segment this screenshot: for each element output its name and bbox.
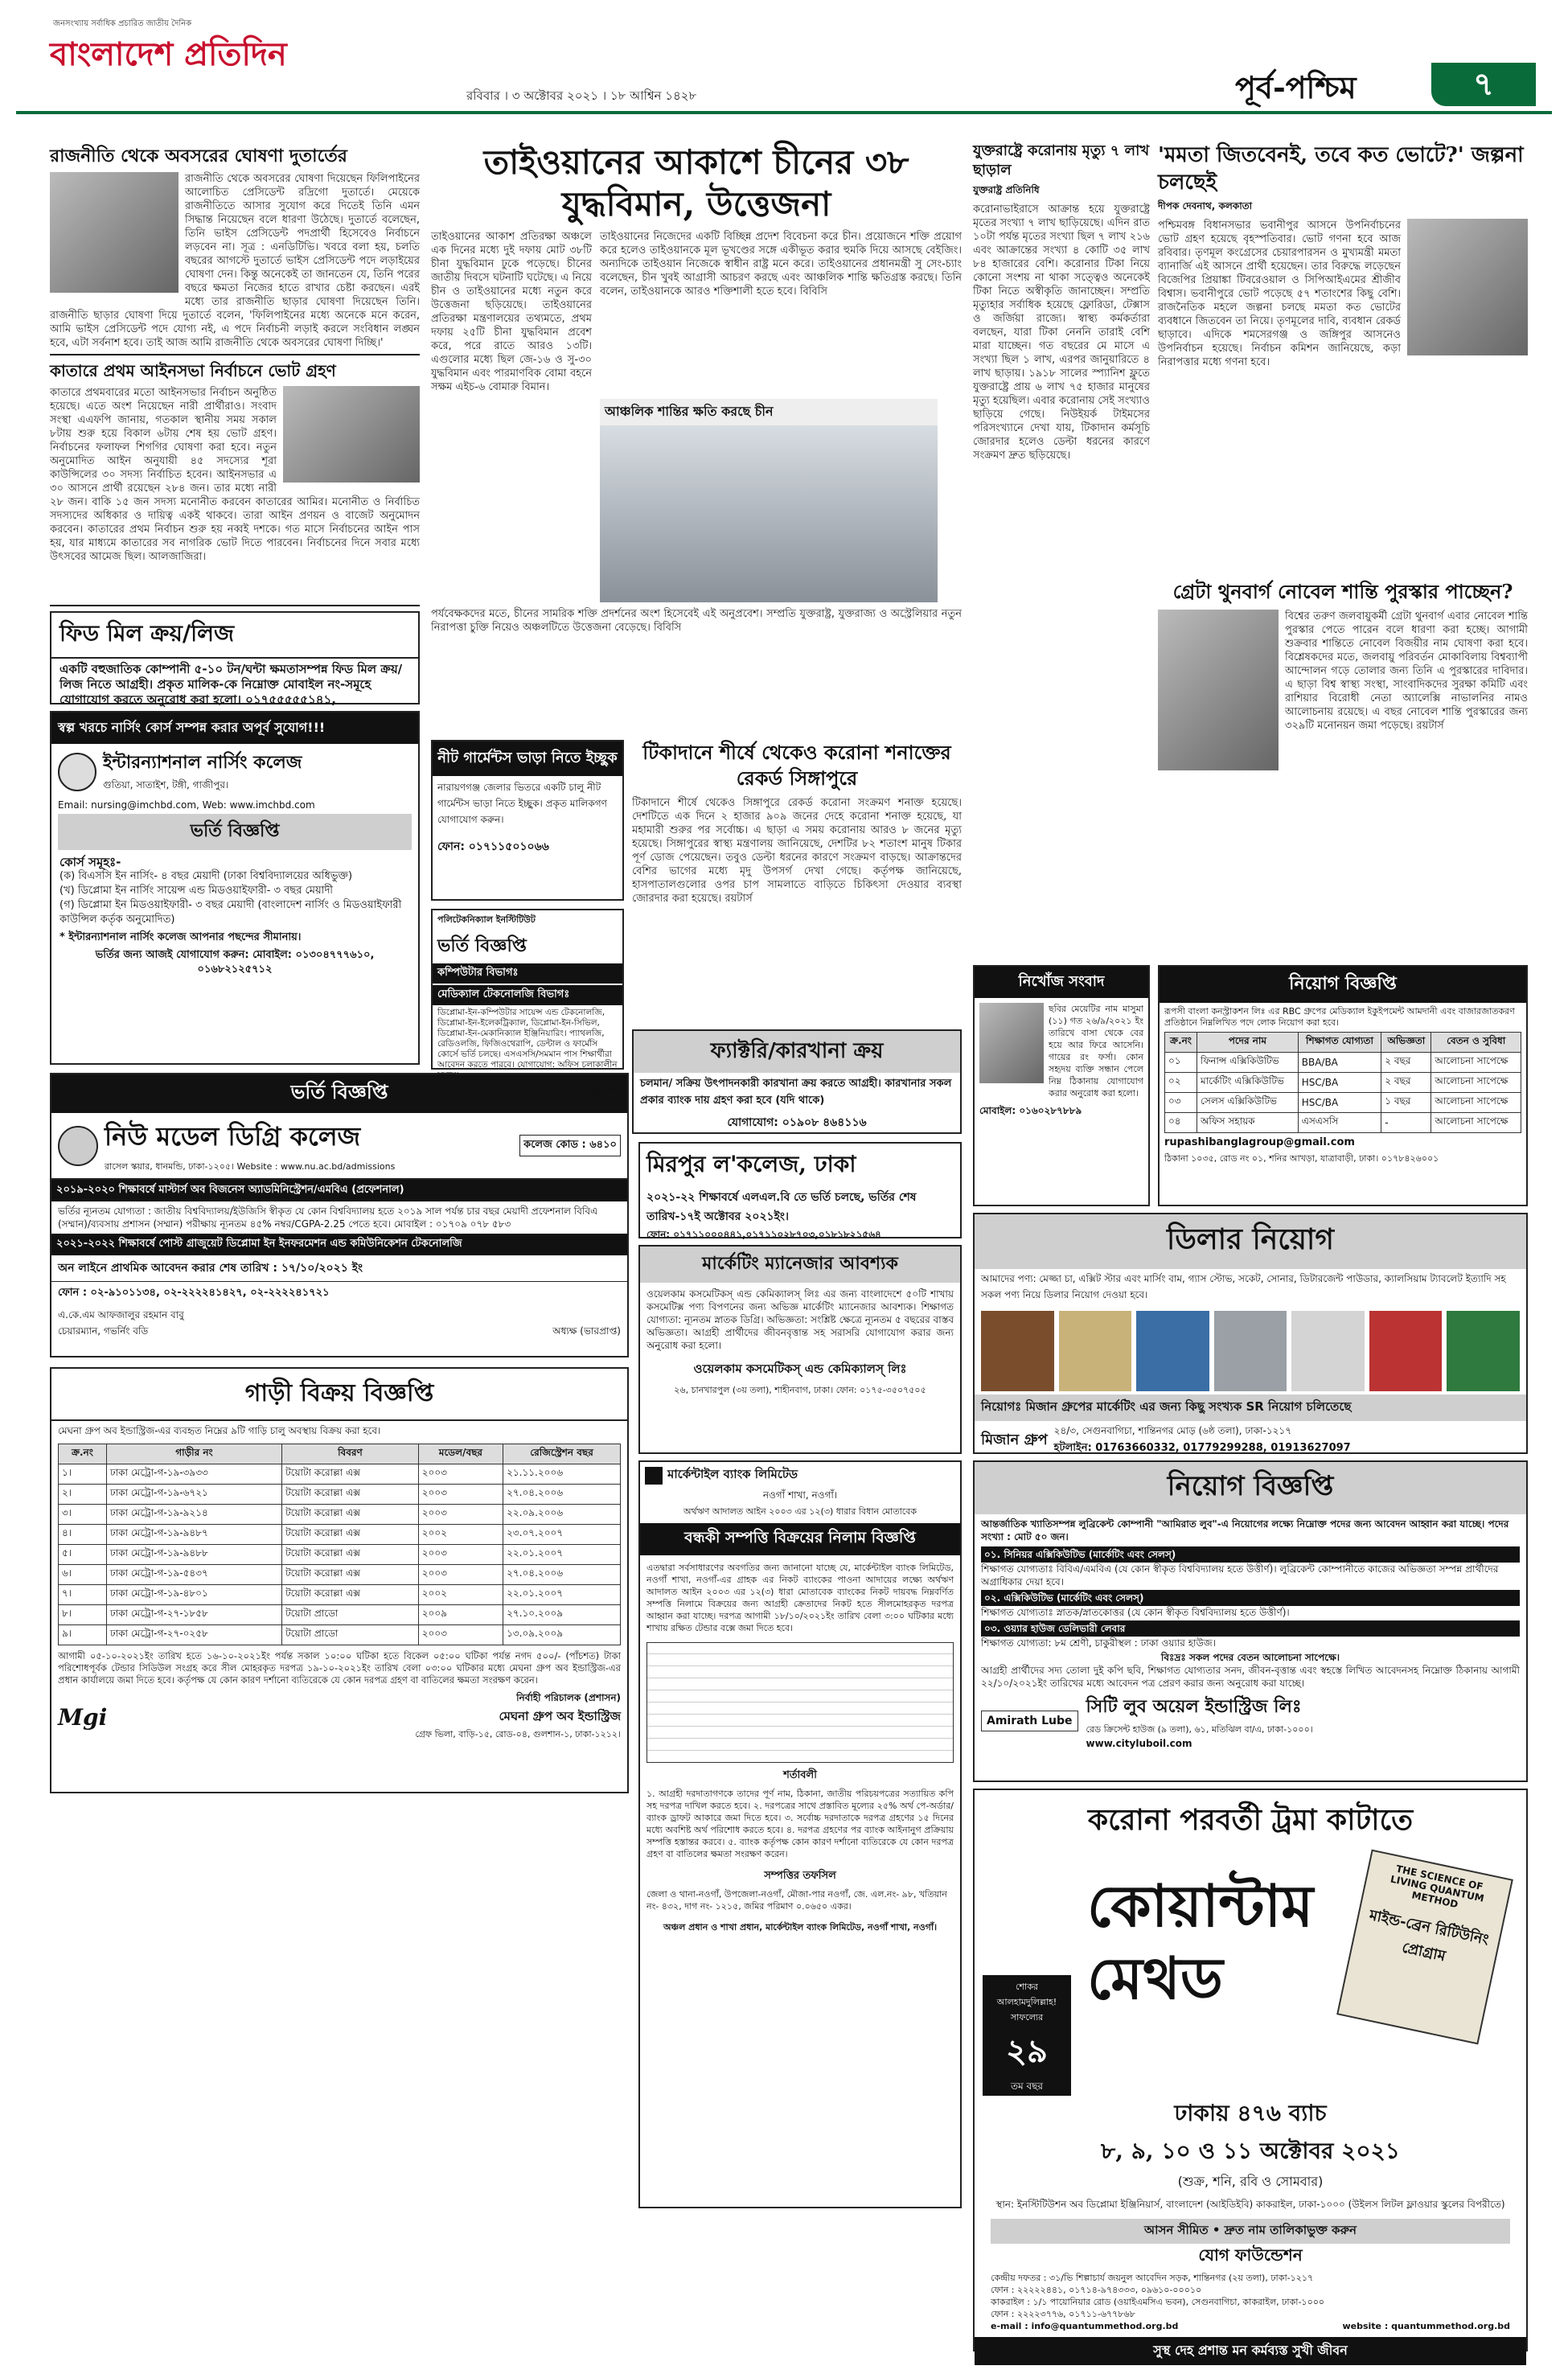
table-cell: ২২.০১.২০০৭ (503, 1585, 621, 1605)
ad-law: অর্থঋণ আদালত আইন ২০০৩ এর ১২(৩) ধারার বিধান মোতাবেক (683, 1506, 917, 1517)
ad-rupashi-recruitment (1158, 965, 1528, 1206)
company-name: সিটি লুব অয়েল ইন্ডাস্ট্রিজ লিঃ (1086, 1697, 1302, 1717)
table-cell: ফিনান্স এক্সিকিউটিভ (1197, 1053, 1299, 1073)
table-row (59, 1485, 621, 1505)
table-row (1165, 1053, 1521, 1073)
article-body: পর্যবেক্ষকদের মতে, চীনের সামরিক শক্তি প্রদর্শনের অংশ হিসেবেই এই অনুপ্রবেশ। সম্প্রতি যুক্তরাষ্ট্র, যুক্তরাজ্য ও অস্ট্রেলিয়ার নতুন নিরাপত্তা চুক্তি নিয়েও অঞ্চলটিতে উত্তেজনা বেড়েছে। বিবিসি (431, 608, 962, 634)
table-header: ক্র.নং (1165, 1033, 1197, 1053)
job-requirements: শিক্ষাগত যোগ্যতাঃ স্নাতক/স্নাতকোত্তর (যে কোন স্বীকৃত বিশ্ববিদ্যালয় হতে উত্তীর্ণ)। (981, 1607, 1290, 1618)
table-cell: ২ বছর (1381, 1073, 1431, 1093)
ad-body: একটি বহুজাতিক কোম্পানী ৫-১০ টন/ঘন্টা ক্ষমতাসম্পন্ন ফিড মিল ক্রয়/লিজ নিতে আগ্রহী। প্রকৃত মালিক-কে নিম্নোক্ত মোবাইল নং-সমূহে যোগাযোগ করতে অনুরোধ করা হলো। ০১৭৫৫৫৫৫১৪১, (60, 662, 403, 707)
table-cell: ৩। (59, 1505, 107, 1525)
article-headline[interactable]: যুক্তরাষ্ট্রে করোনায় মৃত্যু ৭ লাখ ছাড়াল (973, 142, 1150, 179)
batch-info: ঢাকায় ৪৭৬ ব্যাচ (1174, 2100, 1327, 2126)
office-phone: ফোন : ২২২২৩৭৭৬, ০১৭১১-৬৭৭৮৬৮ (991, 2309, 1135, 2319)
anniversary-badge (983, 1975, 1071, 2096)
table-cell: ২০০২ (418, 1585, 503, 1605)
article-body: করোনাভাইরাসে আক্রান্ত হয়ে যুক্তরাষ্ট্রে মৃতের সংখ্যা ৭ লাখ ছাড়িয়েছে। এদিন রাত ১০টা পর্যন্ত মৃতের সংখ্যা ছিল ৭ লাখ ২১৬ এবং আক্রান্তের সংখ্যা ৪ কোটি ৩৫ লাখ ৮৪ হাজারের বেশি। করোনার টিকা নিয়ে কোনো সংশয় না থাকা সত্ত্বেও অনেকেই টিকা নিতে অস্বীকৃতি জানাচ্ছেন। সম্প্রতি মৃত্যুহার সর্বাধিক হয়েছে ফ্লোরিডা, টেক্সাস ও জর্জিয়া রাজ্যে। স্বাস্থ্য কর্মকর্তারা বলছেন, যারা টিকা নেননি তারাই বেশি মারা যাচ্ছেন। গত বছরের মে মাসে এ সংখ্যা ছিল ১ লাখ, এরপর জানুয়ারিতে ৪ লাখ ছাড়ায়। ১৯১৮ সালের স্প্যানিশ ফ্লুতে যুক্তরাষ্ট্রে প্রায় ৬ লাখ ৭৫ হাজার মানুষের মৃত্যু হয়েছিল। এবার করোনায় সেই সংখ্যাও ছাড়িয়ে গেছে। নিউইয়র্ক টাইমসের পরিসংখ্যানে দেখা যায়, টিকাদান কর্মসূচি জোরদার হলেও ডেল্টা ধরনের কারণে সংক্রমণ দ্রুত ছড়িয়েছে। (973, 203, 1150, 462)
ad-banner: স্বল্প খরচে নার্সিং কোর্স সম্পন্ন করার অপূর্ব সুযোগ!!! (51, 713, 418, 744)
company-address: ঠিকানা ১০৩৫, রোড নং ০১, শনির আখড়া, যাত্রাবাড়ী, ঢাকা। ০১৭৮৪২৬০০১ (1164, 1153, 1439, 1164)
table-cell: ২২.০১.২০০৭ (503, 1545, 621, 1565)
article-body: তাইওয়ানের আকাশ প্রতিরক্ষা অঞ্চলে এক দিনের মধ্যে দুই দফায় মোট ৩৮টি চীনা যুদ্ধবিমান ঢুকে পড়েছে। চীনের জাতীয় দিবসে ঘটনাটি ঘটেছে। এ নিয়ে চীন ও তাইওয়ানের মধ্যে নতুন করে উত্তেজনা ছড়িয়েছে। তাইওয়ানের প্রতিরক্ষা মন্ত্রণালয়ের তথ্যমতে, প্রথম দফায় ২৫টি চীনা যুদ্ধবিমান প্রবেশ করে, পরে রাতে আরও ১৩টি। এগুলোর মধ্যে ছিল জে-১৬ ও সু-৩০ যুদ্ধবিমান এবং পারমাণবিক বোমা বহনে সক্ষম এইচ-৬ বোমারু বিমান। (431, 231, 592, 393)
table-cell: আলোচনা সাপেক্ষে (1431, 1073, 1521, 1093)
terms-title: শর্তাবলী (783, 1769, 817, 1781)
college-address: রাসেল স্কয়ার, ধানমন্ডি, ঢাকা-১২০৫। Website : www.nu.ac.bd/admissions (105, 1161, 396, 1172)
table-header: গাড়ীর নং (106, 1444, 281, 1464)
mamata-photo (1407, 219, 1528, 355)
program-label: মাইন্ড-ব্রেন রিটিউনিং প্রোগ্রাম (1367, 1907, 1491, 1965)
table-header: বিবরণ (282, 1444, 419, 1464)
article-usa-corona (973, 142, 1150, 946)
badge-number: ২৯ (1006, 2033, 1048, 2070)
ad-factory-purchase (632, 1029, 962, 1134)
property-table-placeholder (646, 1642, 954, 1763)
table-cell: ঢাকা মেট্রো-গ-১৯-৯৪৮৮ (106, 1545, 281, 1565)
ad-mirpur-law-college (638, 1142, 962, 1238)
table-cell: ২৭.০৪.২০০৬ (503, 1565, 621, 1585)
book-cover-image (1336, 1850, 1513, 2045)
ad-body: ছবির মেয়েটির নাম মাসুমা (১১) গত ২৬/৯/২০২১ ইং তারিখে বাসা থেকে বের হয়ে আর ফিরে আসেনি। গায়ের রং ফর্সা। কোন সহৃদয় ব্যক্তি সন্ধান পেলে নিম্ন ঠিকানায় যোগাযোগ করার অনুরোধ করা হলো। (1049, 1004, 1143, 1099)
table-cell: ০৩ (1165, 1093, 1197, 1113)
company-hotline: হটলাইন: 01763660332, 01779299288, 01913627097 (1053, 1442, 1351, 1454)
ad-dealer-recruitment (973, 1213, 1528, 1454)
job-table (1164, 1032, 1521, 1133)
signatory-title: নির্বাহী পরিচালক (প্রশাসন) (516, 1692, 621, 1703)
table-header: পদের নাম (1197, 1033, 1299, 1053)
session-strip: ২০২১-২০২২ শিক্ষাবর্ষে পোস্ট গ্রাজুয়েট ডিপ্লোমা ইন ইনফরমেশন এন্ড কমিউনিকেশন টেকনোলজি (51, 1234, 627, 1255)
ad-title: ডিলার নিয়োগ (975, 1214, 1526, 1269)
college-address: গুতিয়া, সাতাইশ, টঙ্গী, গাজীপুর। (103, 779, 229, 791)
ad-terms: আগামী ০৫-১০-২০২১ইং তারিখ হতে ১৬-১০-২০২১ইং পর্যন্ত সকাল ১০:০০ ঘটিকা হতে বিকেল ০৫:০০ ঘটিকা পর্যন্ত নগদ ৫০০/- (পাঁচশত) টাকা পরিশোধপূর্বক টেন্ডার সিডিউল সংগ্রহ করে সীল মোহরকৃত দরপত্র ১৯-১০-২০২১ইং তারিখ বেলা ০৩:০০ ঘটিকার মধ্যে মেঘনা গ্রুপ অব ইন্ডাস্ট্রিজ-এর প্রধান কার্যালয়ে জমা দিতে হবে। কর্তৃপক্ষ যে কোন কারণ দর্শানো ব্যতিরেকে যে কোন দরপত্র গ্রহণ বা বাতিলের ক্ষমতা সংরক্ষণ করেন। (58, 1650, 621, 1686)
office-address: কেন্দ্রীয় দফতর : ৩১/ভি শিল্পাচার্য জয়নুল আবেদিন সড়ক, শান্তিনগর (২য় তলা), ঢাকা-১২১৭ (991, 2273, 1314, 2283)
table-cell: টয়োটা করোল্লা এক্স (282, 1565, 419, 1585)
ad-city-lube-recruitment (973, 1460, 1528, 1782)
college-logo-icon (58, 753, 96, 791)
table-cell: টয়োটা করোল্লা এক্স (282, 1545, 419, 1565)
program-dates: ৮, ৯, ১০ ও ১১ অক্টোবর ২০২১ (1101, 2138, 1400, 2164)
qatar-photo (283, 386, 420, 483)
page-number: ৭ (1472, 66, 1494, 103)
article-greta (1158, 579, 1528, 957)
table-row (59, 1605, 621, 1625)
table-row (59, 1505, 621, 1525)
bank-name: মার্কেন্টাইল ব্যাংক লিমিটেড (667, 1467, 798, 1481)
brand-title: মেথড (1087, 1944, 1223, 2012)
table-row (1165, 1073, 1521, 1093)
ad-title: ফিড মিল ক্রয়/লিজ (51, 613, 418, 659)
greta-photo (1158, 610, 1279, 770)
ad-body: ডিপ্লোমা-ইন-কম্পিউটার সায়েন্স এন্ড টেকনোলজি, ডিপ্লোমা-ইন-ইলেকট্রিক্যাল, ডিপ্লোমা-ইন-সিভিল, ডিপ্লোমা-ইন-মেকানিক্যাল ইঞ্জিনিয়ারিং। প্যাথলজি, রেডিওলজি, ফিজিওথেরাপি, ডেন্টাল ও ফার্মেসি কোর্সে ভর্তি চলছে। এসএসসি/সমমান পাস শিক্ষার্থীরা আবেদন করতে পারবে। যোগাযোগ: অফিস চলাকালীন সময়ে। (437, 1008, 618, 1080)
signatory-title: পরিচালক (584, 1085, 618, 1095)
table-header: অভিজ্ঞতা (1381, 1033, 1431, 1053)
courses-title: কোর্স সমূহঃ- (60, 855, 121, 869)
table-header: রেজিস্ট্রেশন বছর (503, 1444, 621, 1464)
job-post: ০২. এক্সিকিউটিভ (মার্কেটিং এবং সেলস্) (981, 1590, 1520, 1606)
article-taiwan (431, 142, 962, 737)
table-row (1165, 1093, 1521, 1113)
ad-title: গাড়ী বিক্রয় বিজ্ঞপ্তি (51, 1369, 627, 1421)
session-strip: ২০১৯-২০২০ শিক্ষাবর্ষে মাস্টার্স অব বিজনেস অ্যাডমিনিস্ট্রেশন/এমবিএ (প্রফেশনাল) (51, 1180, 627, 1201)
apply-instructions: আগ্রহী প্রার্থীদের সদ্য তোলা দুই কপি ছবি, শিক্ষাগত যোগ্যতার সনদ, জীবন-বৃত্তান্ত এবং স্বহস্তে লিখিত আবেদনসহ নিম্নোক্ত ঠিকানায় আগামী ২২/১০/২০২১ইং তারিখের মধ্যে আবেদন পত্র প্রেরণ করার জন্য অনুরোধ করা যাচ্ছে। (981, 1665, 1520, 1689)
article-headline[interactable]: কাতারে প্রথম আইনসভা নির্বাচনে ভোট গ্রহণ (50, 361, 336, 380)
table-cell: আলোচনা সাপেক্ষে (1431, 1053, 1521, 1073)
venue: স্থান: ইনস্টিটিউশন অব ডিপ্লোমা ইঞ্জিনিয়ার্স, বাংলাদেশ (আইডিইবি) কাকরাইল, ঢাকা-১০০০ (উইলস লিটল ফ্লাওয়ার স্কুলের বিপরীতে) (995, 2199, 1505, 2210)
table-cell: অফিস সহায়ক (1197, 1113, 1299, 1133)
ad-intro: রূপসী বাংলা কনস্ট্রাকশন লিঃ এর RBC গ্রুপের মেডিক্যাল ইকুইপমেন্ট আমদানী এবং বাজারজাতকরণ প্রতিষ্ঠানে নিম্নলিখিত পদে লোক নিয়োগ করা হবে। (1164, 1006, 1515, 1028)
ad-body: চলমান/ সক্রিয় উৎপাদনকারী কারখানা ক্রয় করতে আগ্রহী। কারখানার সকল প্রকার ব্যাংক দায় গ্রহণ করা হবে (যদি থাকে) (640, 1078, 952, 1107)
ad-quantum-method (973, 1789, 1528, 2358)
company-website[interactable]: www.cityluboil.com (1086, 1738, 1192, 1749)
company-email[interactable]: rupashibanglagroup@gmail.com (1164, 1136, 1355, 1148)
ad-mercantile-auction (638, 1460, 962, 2208)
table-cell: টয়োটা করোল্লা এক্স (282, 1485, 419, 1505)
article-body: কাতারে প্রথমবারের মতো আইনসভার নির্বাচন অনুষ্ঠিত হয়েছে। এতে অংশ নিয়েছেন নারী প্রার্থীরাও। সংবাদ সংস্থা এএফপি জানায়, গতকাল স্থানীয় সময় সকাল ৮টায় শুরু হয়ে বিকাল ৬টায় শেষ হয় ভোট গ্রহণ। নির্বাচনের ফলাফল শিগগির ঘোষণা করা হবে। নতুন অনুমোদিত আইন অনুযায়ী ৪৫ সদস্যের শূরা কাউন্সিলের ৩০ সদস্য নির্বাচিত হবেন। আইনসভার এ ৩০ আসনে প্রার্থী রয়েছেন ২৮৪ জন। তার মধ্যে নারী ২৮ জন। বাকি ১৫ জন সদস্য মনোনীত করবেন কাতারের আমির। মনোনীত ও নির্বাচিত সদস্যদের অধিকার ও দায়িত্ব একই থাকবে। তারা আইন প্রণয়ন ও বাজেট অনুমোদন করবেন। কাতারের প্রথম নির্বাচন শুরু হয় নব্বই দশকে। গত মাসে নির্বাচনের আইন পাস হয়, যার মাধ্যমে কাতারের সব নাগরিক ভোট দিতে পারবেন। নির্বাচনের দিনে সবার মধ্যে উৎসবের আমেজ ছিল। আলজাজিরা। (50, 387, 420, 563)
ad-phone: ফোন: ০১৭১১০০০৪৪১,০১৭১১০২৮৭০৩,০১৮১৮২১৫৬৪ (646, 1229, 881, 1240)
table-row (1165, 1113, 1521, 1133)
badge-suffix: তম বছর (1010, 2080, 1044, 2092)
ad-deadline: অন লাইনে প্রাথমিক আবেদন করার শেষ তারিখ : ১৭/১০/২০২১ ইং (51, 1255, 627, 1282)
ad-title: নিখোঁজ সংবাদ (975, 967, 1148, 998)
bank-logo-icon (645, 1467, 663, 1485)
ad-nursing (50, 711, 420, 1065)
company-address: গ্রেফ ভিলা, বাড়ি-১৫, রোড-০৪, গুলশান-১, ঢাকা-১২১২। (415, 1729, 621, 1739)
org-website[interactable]: website : quantummethod.org.bd (1342, 2321, 1510, 2331)
course-item: (গ) ডিপ্লোমা ইন মিডওয়াইফারী- ৩ বছর মেয়াদী (বাংলাদেশ নার্সিং ও মিডওয়াইফারী কাউন্সিল কর্তৃক অনুমোদিত) (60, 899, 402, 926)
vehicle-table (58, 1444, 621, 1645)
brand-logo: Amirath Lube (981, 1711, 1078, 1731)
course-item: (ক) বিএসসি ইন নার্সিং- ৪ বছর মেয়াদী (ঢাকা বিশ্ববিদ্যালয়ের অধিভুক্ত) (60, 870, 353, 882)
table-cell: ২০০৩ (418, 1485, 503, 1505)
table-cell: ঢাকা মেট্রো-গ-২৭-১৮৫৮ (106, 1605, 281, 1625)
table-cell: ২। (59, 1485, 107, 1505)
bank-branch: নওগাঁ শাখা, নওগাঁ। (762, 1489, 838, 1501)
table-header: ক্র.নং (59, 1444, 107, 1464)
article-headline[interactable]: তাইওয়ানের আকাশে চীনের ৩৮ যুদ্ধবিমান, উত্তেজনা (483, 142, 909, 224)
table-cell: BBA/BA (1298, 1053, 1381, 1073)
company-address: ২৬, চানখারপুল (৩য় তলা), শাহীনবাগ, ঢাকা। ফোন: ০১৭৫-৩৫০৭৫০৫ (674, 1385, 926, 1395)
table-cell: ২০০৩ (418, 1625, 503, 1645)
program-days: (শুক্র, শনি, রবি ও সোমবার) (1177, 2174, 1324, 2189)
page-number-badge (1431, 63, 1536, 106)
signatory-title: অঞ্চল প্রধান ও শাখা প্রধান, মার্কেন্টাইল ব্যাংক লিমিটেড, নওগাঁ শাখা, নওগাঁ। (663, 1922, 938, 1932)
ad-header: পলিটেকনিক্যাল ইনস্টিটিউট (437, 914, 536, 925)
issue-date: রবিবার । ৩ অক্টোবর ২০২১ । ১৮ আশ্বিন ১৪২৮ (466, 88, 697, 103)
job-post: ০১. সিনিয়র এক্সিকিউটিভ (মার্কেটিং এবং সেলস্) (981, 1546, 1520, 1563)
ad-phone: যোগাযোগ: ০১৯০৮ ৪৬৪১১৬ (727, 1116, 867, 1129)
ad-knit-garments (431, 740, 624, 901)
table-cell: ২০০৩ (418, 1545, 503, 1565)
ad-marketing-manager (638, 1245, 962, 1454)
table-header: মডেল/বছর (418, 1444, 503, 1464)
table-cell: এসএসসি (1298, 1113, 1381, 1133)
company-name: মিজান গ্রুপ (981, 1431, 1048, 1448)
table-row (59, 1545, 621, 1565)
dept-label: মেডিক্যাল টেকনোলজি বিভাগঃ (433, 985, 622, 1005)
table-cell: ঢাকা মেট্রো-গ-১৯-৯৪৮৭ (106, 1525, 281, 1545)
company-name: মেঘনা গ্রুপ অব ইন্ডাস্ট্রিজ (499, 1709, 621, 1723)
article-headline[interactable]: রাজনীতি থেকে অবসরের ঘোষণা দুতার্তের (50, 146, 347, 166)
table-cell: ২০০৩ (418, 1464, 503, 1485)
ad-body: ২০২১-২২ শিক্ষাবর্ষে এলএল.বি তে ভর্তি চলছে, ভর্তির শেষ তারিখ-১৭ই অক্টোবর ২০২১ইং। (646, 1191, 917, 1223)
table-cell: টয়োটা প্রাডো (282, 1605, 419, 1625)
table-cell: ২ বছর (1381, 1053, 1431, 1073)
ad-vehicle-sale (50, 1367, 629, 1793)
table-cell: ঢাকা মেট্রো-গ-১৯-৯২১৪ (106, 1505, 281, 1525)
table-cell: ২১.১১.২০০৬ (503, 1464, 621, 1485)
table-row (59, 1565, 621, 1585)
table-cell: ০২ (1165, 1073, 1197, 1093)
job-requirements: শিক্ষাগত যোগ্যতাঃ বিবিএ/এমবিএ (যে কোন স্বীকৃত বিশ্ববিদ্যালয় হতে উত্তীর্ণ)। লুব্রিকেন্ট কোম্পানীতে কাজের অভিজ্ঞতা সম্পন্ন প্রার্থীদের অগ্রাধিকার দেয়া হবে। (981, 1563, 1499, 1587)
ad-title: নিয়োগ বিজ্ঞপ্তি (1160, 967, 1526, 1003)
table-cell: ২৭.০৪.২০০৬ (503, 1485, 621, 1505)
article-mamata (1158, 142, 1528, 576)
table-cell: HSC/BA (1298, 1073, 1381, 1093)
masthead-rule (16, 111, 1552, 114)
table-cell: ৬। (59, 1565, 107, 1585)
table-cell: ঢাকা মেট্রো-গ-১৯-৪৮০১ (106, 1585, 281, 1605)
table-row (59, 1585, 621, 1605)
table-cell: টয়োটা করোল্লা এক্স (282, 1464, 419, 1485)
college-code: কলেজ কোড : ৬৪১০ (519, 1135, 621, 1156)
article-duterte (50, 145, 420, 349)
products-image (981, 1311, 1520, 1391)
ad-intro: আমাদের পণ্য: মেজ্জা চা, এক্সিট স্টার এবং মার্সিং বাম, গ্যাস স্টোভ, সকেট, সোনার, ডিটারজেন্ট পাউডার, ক্যালসিয়াম ট্যাবলেট ইত্যাদি সহ সকল পণ্য নিয়ে ডিলার নিয়োগ দেওয়া হবে। (981, 1273, 1506, 1300)
table-cell: ৯। (59, 1625, 107, 1645)
table-cell: ২০০৩ (418, 1505, 503, 1525)
table-cell: ০১ (1165, 1053, 1197, 1073)
ad-title: মিরপুর ল'কলেজ, ঢাকা (646, 1151, 856, 1177)
company-name: ওয়েলকাম কসমেটিকস্ এন্ড কেমিক্যালস্ লিঃ (693, 1362, 907, 1376)
table-cell: ২৩.০৭.২০০৭ (503, 1525, 621, 1545)
org-name: যোগ ফাউন্ডেশন (1198, 2245, 1303, 2265)
table-row (59, 1625, 621, 1645)
missing-person-photo (979, 1003, 1044, 1083)
table-cell: ০৪ (1165, 1113, 1197, 1133)
job-post: ০৩. ওয়্যার হাউজ ডেলিভারী লেবার (981, 1620, 1520, 1637)
salary-note: বিঃদ্রঃ সকল পদের বেতন আলোচনা সাপেক্ষে। (1160, 1652, 1340, 1663)
ad-missing-person (973, 965, 1150, 1206)
ad-header: ভর্তি বিজ্ঞপ্তি (51, 1074, 627, 1113)
college-logo-icon (58, 1126, 98, 1166)
course-item: (খ) ডিপ্লোমা ইন নার্সিং সায়েন্স এন্ড মিডওয়াইফারী- ৩ বছর মেয়াদী (60, 885, 333, 897)
table-cell: ২২.০৯.২০০৬ (503, 1505, 621, 1525)
ad-title: মার্কেটিং ম্যানেজার আবশ্যক (640, 1247, 960, 1283)
table-cell: ঢাকা মেট্রো-গ-১৯-৩৯৩৩ (106, 1464, 281, 1485)
table-header: বেতন ও সুবিধা (1431, 1033, 1521, 1053)
ad-note: * ইন্টারন্যাশনাল নার্সিং কলেজ আপনার পছন্দের সীমানায়। (60, 931, 302, 943)
ad-new-model-college (50, 1073, 629, 1357)
ad-body: নারায়ণগঞ্জ জেলার ভিতরে একটি চালু নীট গার্মেন্টস ভাড়া নিতে ইচ্ছুক। প্রকৃত মালিকগণ যোগাযোগ করুন। (437, 782, 607, 825)
job-requirements: শিক্ষাগত যোগ্যতা: ৮ম শ্রেণী, চাকুরীস্থল : ঢাকা ওয়্যার হাউজ। (981, 1637, 1216, 1649)
ad-body: ভর্তির ন্যূনতম যোগ্যতা : জাতীয় বিশ্ববিদ্যালয়/ইউজিসি স্বীকৃত যে কোন বিশ্ববিদ্যালয় হতে ২০১৯ সাল পর্যন্ত চার বছর মেয়াদী প্রফেশনাল বিবিএ (সম্মান)/ব্যবসায় প্রশাসন (সম্মান) পরীক্ষায় ন্যূনতম ৪৫% নম্বর/CGPA-2.25 পেতে হবে। মোবাইল : ০১৭০৯ ০৭৮ ৫৮৩ (58, 1205, 598, 1230)
company-address: ২৪/৩, সেগুনবাগিচা, শান্তিনগর মোড় (৬ষ্ঠ তলা), ঢাকা-১২১৭ (1053, 1425, 1292, 1436)
masthead (16, 11, 1552, 117)
signatory-name: এ.কে.এম আফজালুর রহমান বাবু (58, 1309, 184, 1320)
table-cell: ৭। (59, 1585, 107, 1605)
duterte-photo (50, 172, 179, 293)
table-cell: ঢাকা মেট্রো-গ-২৭-০২৫৮ (106, 1625, 281, 1645)
table-cell: মার্কেটিং এক্সিকিউটিভ (1197, 1073, 1299, 1093)
article-headline[interactable]: 'মমতা জিতবেনই, তবে কত ভোটে?' জল্পনা চলছেই (1158, 143, 1524, 195)
article-singapore (632, 740, 962, 1021)
article-byline: দীপক দেবনাথ, কলকাতা (1158, 200, 1253, 212)
article-qatar (50, 360, 420, 602)
table-cell: ২০০৯ (418, 1605, 503, 1625)
college-name: ইন্টারন্যাশনাল নার্সিং কলেজ (103, 752, 302, 773)
table-cell: ৪। (59, 1525, 107, 1545)
ad-feed-mill (50, 611, 420, 707)
article-headline[interactable]: গ্রেটা থুনবার্গ নোবেল শান্তি পুরস্কার পাচ্ছেন? (1172, 580, 1513, 603)
article-body: রাজনীতি থেকে অবসরের ঘোষণা দিয়েছেন ফিলিপাইনের আলোচিত প্রেসিডেন্ট রদ্রিগো দুতার্তে। মেয়েকে রাজনীতিতে আসার সুযোগ করে দিতেই তিনি এমন সিদ্ধান্ত নিয়েছেন বলে ধারণা উঠেছে। দুতার্তে বলেছেন, তিনি ভাইস প্রেসিডেন্ট পদপ্রার্থী হিসেবেও নির্বাচনে লড়বেন না। সূত্র : এনডিটিভি। খবরে বলা হয়, চলতি বছরের আগস্টে দুতার্তে ভাইস প্রেসিডেন্ট পদে লড়াইয়ের ঘোষণা দেন। কিন্তু অনেকেই তা জানতেন যে, তিনি পরের বছরে ক্ষমতা নিজের হাতে রাখার চেষ্টা করছেন। এরই মধ্যে তার রাজনীতি ছাড়ার ঘোষণা দিয়েছেন তিনি। রাজনীতি ছাড়ার ঘোষণা দিয়ে দুতার্তে বলেন, 'ফিলিপাইনের মধ্যে অনেকে মনে করেন, আমি ভাইস প্রেসিডেন্ট পদে যোগ্য নই, এ পদে নির্বাচনী লড়াই করলে সংবিধান লঙ্ঘন হবে, এটা সর্বনাশ হবে। তাই আজ আমি রাজনীতি থেকে অবসরের ঘোষণা দিচ্ছি।' (50, 173, 420, 349)
ad-title: ভর্তি বিজ্ঞপ্তি (437, 935, 527, 956)
signatory-title: অধ্যক্ষ (ভারপ্রাপ্ত) (552, 1325, 621, 1337)
brand-title: কোয়ান্টাম (1087, 1871, 1314, 1940)
ad-body: এতদ্বারা সর্বসাধারণের অবগতির জন্য জানানো যাচ্ছে যে, মার্কেন্টাইল ব্যাংক লিমিটেড, নওগাঁ শাখা, নওগাঁ-এর গ্রাহক এর নিকট ব্যাংকের পাওনা আদায়ের লক্ষ্যে অর্থঋণ আদালত আইন ২০০৩ এর ১২(৩) ধারা মোতাবেক ব্যাংকের নিকট দায়বদ্ধ নিম্নবর্ণিত সম্পত্তি নিলামে বিক্রয়ের জন্য আগ্রহী ক্রেতাদের নিকট হতে সীলমোহরকৃত দরপত্র আহ্বান করা যাচ্ছে। দরপত্র আগামী ১৮/১০/২০২১ইং তারিখ বেলা ৩:০০ ঘটিকার মধ্যে শাখায় রক্ষিত টেন্ডার বক্সে জমা দিতে হবে। (646, 1563, 954, 1633)
article-body: বিশ্বের তরুণ জলবায়ুকর্মী গ্রেটা থুনবার্গ এবার নোবেল শান্তি পুরস্কার পেতে পারেন বলে ধারণা করা হচ্ছে। আগামী শুক্রবার শান্তিতে নোবেল বিজয়ীর নাম ঘোষণা করা হবে। বিশ্লেষকদের মতে, জলবায়ু পরিবর্তন মোকাবিলায় বিশ্বব্যাপী আন্দোলন গড়ে তোলার জন্য তিনি এ পুরস্কারের দাবিদার। এ ছাড়া বিশ্ব স্বাস্থ্য সংস্থা, সাংবাদিকদের সুরক্ষা কমিটি এবং রাশিয়ার বিরোধী নেতা অ্যালেক্সি নাভালনির নামও আলোচনায় রয়েছে। এ বছর নোবেল শান্তি পুরস্কারের জন্য ৩২৯টি মনোনয়ন জমা পড়েছে। রয়টার্স (1285, 610, 1528, 732)
ad-intro: আন্তর্জাতিক খ্যাতিসম্পন্ন লুব্রিকেন্ট কোম্পানী "আমিরাত লুব"-এ নিয়োগের লক্ষ্যে নিম্নোক্ত পদের জন্য আবেদন আহ্বান করা যাচ্ছে। পদের সংখ্যা : মোট ৫০ জন। (981, 1518, 1509, 1542)
office-address: কাকরাইল : ১/১ পায়োনিয়ার রোড (ওয়াইএমসিএ ভবন), সেগুনবাগিচা, কাকরাইল, ঢাকা-১০০০ (991, 2297, 1325, 2307)
property-schedule: জেলা ও থানা-নওগাঁ, উপজেলা-নওগাঁ, মৌজা-পার নওগাঁ, জে. এল.নং- ৯৮, খতিয়ান নং- ৪৩২, দাগ নং- ১২১৫, জমির পরিমাণ ০.০৬৫০ একর। (646, 1889, 947, 1912)
photo-caption: আঞ্চলিক শান্তির ক্ষতি করছে চীন (600, 399, 938, 425)
book-title: THE SCIENCE OF LIVING QUANTUM METHOD (1389, 1863, 1485, 1911)
table-cell: ২০০৩ (418, 1565, 503, 1585)
ad-title: নিয়োগ বিজ্ঞপ্তি (975, 1462, 1526, 1514)
admission-label: ভর্তি বিজ্ঞপ্তি (58, 814, 412, 850)
table-cell: ১৩.০৯.২০০৯ (503, 1625, 621, 1645)
table-cell: - (1381, 1113, 1431, 1133)
divider (50, 605, 420, 606)
table-cell: HSC/BA (1298, 1093, 1381, 1113)
table-cell: ৮। (59, 1605, 107, 1625)
ad-title: নীট গার্মেন্টস ভাড়া নিতে ইচ্ছুক (433, 741, 622, 776)
slogan: সুস্থ দেহ প্রশান্ত মন কর্মব্যস্ত সুখী জীবন (975, 2337, 1526, 2365)
table-cell: টয়োটা করোল্লা এক্স (282, 1585, 419, 1605)
table-cell: সেলস এক্সিকিউটিভ (1197, 1093, 1299, 1113)
article-byline: যুক্তরাষ্ট্র প্রতিনিধি (973, 184, 1040, 195)
table-row (59, 1464, 621, 1485)
table-cell: টয়োটা প্রাডো (282, 1625, 419, 1645)
dept-label: কম্পিউটার বিভাগঃ (433, 963, 622, 984)
table-cell: ১ বছর (1381, 1093, 1431, 1113)
fighter-jet-photo (600, 425, 938, 602)
table-cell: টয়োটা করোল্লা এক্স (282, 1525, 419, 1545)
college-name: নিউ মডেল ডিগ্রি কলেজ (105, 1121, 361, 1152)
company-logo: Mgi (58, 1703, 108, 1731)
ad-headline: করোনা পরবর্তী ট্রমা কাটাতে (1087, 1803, 1414, 1837)
recruit-strip: নিয়োগঃ মিজান গ্রুপের মার্কেটিং এর জন্য কিছু সংখ্যক SR নিয়োগ চলিতেছে (975, 1394, 1526, 1421)
article-headline[interactable]: টিকাদানে শীর্ষে থেকেও করোনা শনাক্তের রেকর্ড সিঙ্গাপুরে (642, 741, 951, 790)
table-cell: আলোচনা সাপেক্ষে (1431, 1113, 1521, 1133)
table-cell: ঢাকা মেট্রো-গ-১৯-৫৪৩৭ (106, 1565, 281, 1585)
table-cell: টয়োটা করোল্লা এক্স (282, 1505, 419, 1525)
office-phone: ফোন : ২২২২২৪৪১, ০১৭১৪-৯৭৪৩৩৩, ০৯৬১০-০০০১০ (991, 2285, 1202, 2295)
ad-phone: ফোন: ০১৭১১৫০১০৬৬ (437, 840, 549, 853)
table-cell: ১। (59, 1464, 107, 1485)
badge-text: শোকর আলহামদুলিল্লাহ! সাফল্যের (996, 1982, 1057, 2023)
table-header: শিক্ষাগত যোগ্যতা (1298, 1033, 1381, 1053)
ad-contact: ফোন : ০২-৯১০১১৩৪, ০২-২২২২৪১৪২৭, ০২-২২২২৪১৭২১ (58, 1287, 330, 1299)
article-body: পশ্চিমবঙ্গ বিধানসভার ভবানীপুর আসনে উপনির্বাচনের ভোট গ্রহণ হয়েছে বৃহস্পতিবার। ভোট গণনা হবে আজ রবিবার। তৃণমূল কংগ্রেসের চেয়ারপারসন ও মুখ্যমন্ত্রী মমতা ব্যানার্জি এই আসনে প্রার্থী হয়েছেন। তার বিরুদ্ধে লড়েছেন বিজেপির প্রিয়াঙ্কা টিবরেওয়াল ও সিপিআইএমের শ্রীজীব বিশ্বাস। ভবানীপুরে ভোট পড়েছে ৫৭ শতাংশের কিছু বেশি। রাজনৈতিক মহলে জল্পনা চলছে মমতা কত ভোটের ব্যবধানে জিতবেন তা নিয়ে। তৃণমূলের দাবি, ব্যবধান রেকর্ড ছাড়াবে। এদিকে শমসেরগঞ্জ ও জঙ্গিপুর আসনেও উপনির্বাচন হয়েছে। নির্বাচন কমিশন জানিয়েছে, কড়া নিরাপত্তার মধ্যে গণনা হবে। (1158, 220, 1401, 368)
ad-body: ওয়েলকাম কসমেটিকস্ এন্ড কেমিক্যালস্ লিঃ এর জন্য বাংলাদেশে ৫০টি শাখায় কসমেটিক্স পণ্য বিপণনের জন্য অভিজ্ঞ মার্কেটিং ম্যানেজার আবশ্যক। শিক্ষাগত যোগ্যতা: ন্যূনতম স্নাতক ডিগ্রি। অভিজ্ঞতা: সংশ্লিষ্ট ক্ষেত্রে ন্যূনতম ৫ বছরের বাস্তব অভিজ্ঞতা। আগ্রহী প্রার্থীদের জীবনবৃত্তান্ত সহ সরাসরি যোগাযোগ করার জন্য অনুরোধ করা হলো। (646, 1288, 954, 1351)
table-cell: ২০০২ (418, 1525, 503, 1545)
table-cell: ২৭.১০.২০০৯ (503, 1605, 621, 1625)
ad-title: ফ্যাক্টরি/কারখানা ক্রয় (634, 1031, 960, 1073)
schedule-title: সম্পত্তির তফসিল (764, 1870, 836, 1882)
table-cell: ঢাকা মেট্রো-গ-১৯-৬৭২১ (106, 1485, 281, 1505)
section-title: পূর্ব-পশ্চিম (1235, 69, 1357, 105)
table-row (59, 1525, 621, 1545)
ad-title: বন্ধকী সম্পত্তি বিক্রয়ের নিলাম বিজ্ঞপ্তি (640, 1523, 960, 1555)
newspaper-logo[interactable]: বাংলাদেশ প্রতিদিন (50, 35, 287, 73)
article-body: টিকাদানে শীর্ষে থেকেও সিঙ্গাপুরে রেকর্ড করোনা সংক্রমণ শনাক্ত হয়েছে। দেশটিতে এক দিনে ২ হাজার ৯০৯ জনের দেহে করোনা শনাক্ত হয়েছে, যা মহামারী শুরুর পর সর্বোচ্চ। এ ছাড়া এ সময় করোনায় আরও ৮ জনের মৃত্যু হয়েছে। সিঙ্গাপুরের স্বাস্থ্য মন্ত্রণালয় জানিয়েছে, দেশটির ৮২ শতাংশ মানুষ টিকার পূর্ণ ডোজ পেয়েছেন। তবুও ডেল্টা ধরনের কারণে সংক্রমণ বাড়ছে। আক্রান্তদের বেশির ভাগের মধ্যে মৃদু উপসর্গ দেখা গেছে। কর্তৃপক্ষ জানিয়েছে, হাসপাতালগুলোর ওপর চাপ সামলাতে বাড়িতে চিকিৎসা দেওয়ার ব্যবস্থা জোরদার করা হয়েছে। রয়টার্স (632, 797, 962, 905)
table-cell: ৫। (59, 1545, 107, 1565)
signatory-title: চেয়ারম্যান, গভর্নিং বডি (58, 1325, 149, 1337)
masthead-tagline: জনসংখ্যায় সর্বাধিক প্রচারিত জাতীয় দৈনিক (53, 19, 192, 28)
company-address: রেড ক্রিসেন্ট হাউজ (৯ তলা), ৬১, মতিঝিল বা/এ, ঢাকা-১০০০। (1086, 1724, 1313, 1735)
ad-phone: মোবাইল: ০১৬০২৮৭৮৮৯ (979, 1105, 1082, 1116)
table-cell: আলোচনা সাপেক্ষে (1431, 1093, 1521, 1113)
ad-intro: মেঘনা গ্রুপ অব ইন্ডাস্ট্রিজ-এর ব্যবহৃত নিম্নের ৯টি গাড়ি চালু অবস্থায় বিক্রয় করা হবে। (58, 1425, 381, 1436)
college-contact[interactable]: Email: nursing@imchbd.com, Web: www.imchbd.com (58, 799, 315, 811)
ad-contact: ভর্তির জন্য আজই যোগাযোগ করুন: মোবাইল: ০১৩০৪৭৭৭৬১০, ০১৬৮২১২৫৭১২ (95, 949, 375, 975)
org-email[interactable]: e-mail : info@quantummethod.org.bd (991, 2321, 1179, 2331)
divider (50, 354, 420, 355)
article-body: তাইওয়ানের নিজেদের একটি বিচ্ছিন্ন প্রদেশ বিবেচনা করে চীন। প্রয়োজনে শক্তি প্রয়োগ করে হলেও তাইওয়ানকে মূল ভূখণ্ডের সঙ্গে একীভূত করার হুমকি দিয়ে আসছে বেইজিং। অন্যদিকে তাইওয়ান নিজেকে স্বাধীন রাষ্ট্র মনে করে। তাইওয়ানের প্রধানমন্ত্রী সু সেং-চ্যাং বলেছেন, চীন খুবই আগ্রাসী আচরণ করছে এবং আঞ্চলিক শান্তি ক্ষতিগ্রস্ত করছে। তিনি বলেন, তাইওয়ানকে আরও শক্তিশালী হতে হবে। বিবিসি (600, 231, 962, 298)
register-strip: আসন সীমিত • দ্রুত নাম তালিকাভুক্ত করুন (991, 2219, 1510, 2244)
ad-polytechnic (431, 909, 624, 1095)
ad-terms: ১. আগ্রহী দরদাতাগণকে তাদের পূর্ণ নাম, ঠিকানা, জাতীয় পরিচয়পত্রের সত্যায়িত কপি সহ দরপত্র দাখিল করতে হবে। ২. দরপত্রের সাথে প্রস্তাবিত মূল্যের ২৫% অর্থ পে-অর্ডার/ব্যাংক ড্রাফট আকারে জমা দিতে হবে। ৩. সর্বোচ্চ দরদাতাকে দরপত্র গ্রহণের ১৫ দিনের মধ্যে অবশিষ্ট অর্থ পরিশোধ করতে হবে। ৪. দরপত্র গ্রহণের পর ব্যাংক আইনানুগ প্রক্রিয়ায় সম্পত্তি হস্তান্তর করবে। ৫. ব্যাংক কর্তৃপক্ষ কোন কারণ দর্শানো ব্যতিরেকে যে কোন দরপত্র গ্রহণ বা বাতিলের ক্ষমতা সংরক্ষণ করেন। (646, 1789, 954, 1859)
